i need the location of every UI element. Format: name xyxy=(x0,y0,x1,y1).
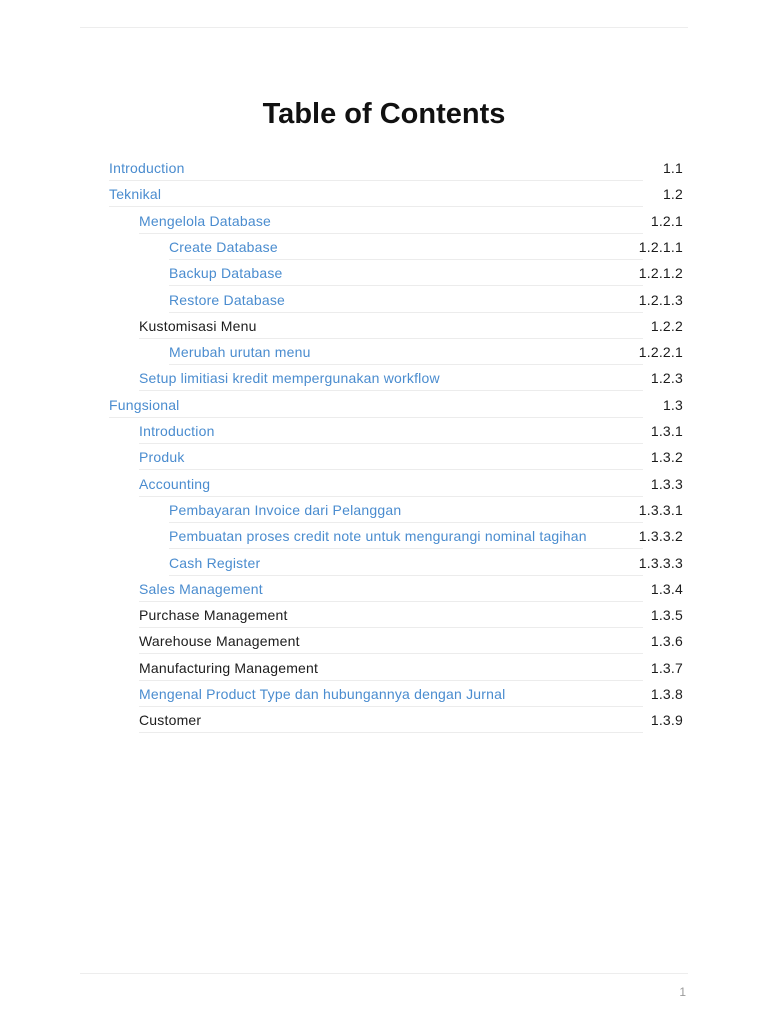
toc-entry[interactable] xyxy=(139,684,683,710)
toc-entry-title: Manufacturing Management xyxy=(139,659,319,676)
toc-entry-underline xyxy=(139,233,643,234)
toc-entry-underline xyxy=(139,706,643,707)
toc-entry[interactable] xyxy=(139,421,683,447)
toc-entry-title: Customer xyxy=(139,712,202,729)
toc-entry-number: 1.2.1.3 xyxy=(638,291,683,308)
toc-entry[interactable] xyxy=(169,237,683,263)
toc-entry-number: 1.2.1.2 xyxy=(638,265,683,282)
toc-entry-title[interactable]: Fungsional xyxy=(109,396,180,413)
toc-entry-underline xyxy=(139,732,643,733)
toc-entry-underline xyxy=(139,653,643,654)
toc-entry xyxy=(139,631,683,657)
toc-entry-title: Purchase Management xyxy=(139,607,288,624)
toc-entry[interactable] xyxy=(139,474,683,500)
toc-entry[interactable] xyxy=(169,342,683,368)
toc-entry-number: 1.3.9 xyxy=(650,712,683,729)
toc-entry xyxy=(139,658,683,684)
toc-entry-title[interactable]: Teknikal xyxy=(109,186,162,203)
toc-entry-number: 1.3.4 xyxy=(650,580,683,597)
toc-entry-number: 1.3.3.3 xyxy=(638,554,683,571)
toc-entry-number: 1.3.6 xyxy=(650,633,683,650)
toc-entry-underline xyxy=(169,259,643,260)
page-number: 1 xyxy=(679,985,686,999)
toc-entry-title: Warehouse Management xyxy=(139,633,300,650)
toc-entry-number: 1.3.2 xyxy=(650,449,683,466)
toc-entry-number: 1.2 xyxy=(662,186,683,203)
toc-entry-underline xyxy=(169,285,643,286)
toc-entry xyxy=(139,710,683,736)
footer-divider xyxy=(80,973,688,974)
toc-entry-number: 1.3.3.1 xyxy=(638,501,683,518)
toc-entry-number: 1.2.1.1 xyxy=(638,238,683,255)
toc-entry[interactable] xyxy=(139,447,683,473)
toc-entry-underline xyxy=(109,206,643,207)
header-divider xyxy=(80,27,688,28)
toc-entry-title[interactable]: Mengenal Product Type dan hubungannya dengan Jurnal xyxy=(139,686,506,702)
toc-entry-title[interactable]: Sales Management xyxy=(139,580,263,597)
toc-entry[interactable] xyxy=(109,184,683,210)
toc-entry-title: Kustomisasi Menu xyxy=(139,317,257,334)
toc-entry-underline xyxy=(109,180,643,181)
toc-entry-underline xyxy=(139,338,643,339)
toc-entry-underline xyxy=(139,496,643,497)
toc-entry-number: 1.2.2 xyxy=(650,317,683,334)
toc-entry[interactable] xyxy=(109,395,683,421)
toc-entry-title[interactable]: Create Database xyxy=(169,238,278,255)
toc-entry-number: 1.3.3 xyxy=(650,475,683,492)
toc-entry[interactable] xyxy=(139,579,683,605)
page-title: Table of Contents xyxy=(262,98,506,130)
toc-entry-underline xyxy=(109,417,643,418)
toc-entry xyxy=(139,316,683,342)
toc-entry-title[interactable]: Setup limitiasi kredit mempergunakan workflow xyxy=(139,370,440,387)
toc-entry[interactable] xyxy=(169,553,683,579)
toc-entry-title[interactable]: Introduction xyxy=(139,423,215,439)
toc-entry-title[interactable]: Cash Register xyxy=(169,554,261,571)
toc-entry-title[interactable]: Restore Database xyxy=(169,291,286,308)
toc-entry-title[interactable]: Mengelola Database xyxy=(139,212,272,229)
toc-entry-number: 1.3.7 xyxy=(650,659,683,676)
toc-entry-number: 1.2.3 xyxy=(650,370,683,387)
toc-entry-number: 1.3.1 xyxy=(650,423,683,439)
toc-entry-number: 1.3.5 xyxy=(650,607,683,624)
toc-entry-number: 1.3.8 xyxy=(650,686,683,702)
toc-entry[interactable] xyxy=(169,526,683,552)
toc-entry-title[interactable]: Pembayaran Invoice dari Pelanggan xyxy=(169,501,402,518)
toc-entry-underline xyxy=(169,548,643,549)
toc-entry-title[interactable]: Accounting xyxy=(139,475,211,492)
toc-entry-underline xyxy=(169,364,643,365)
toc-entry-title[interactable]: Backup Database xyxy=(169,265,283,282)
toc-entry-underline xyxy=(139,627,643,628)
toc-entry-title[interactable]: Pembuatan proses credit note untuk mengurangi nominal tagihan xyxy=(169,528,587,545)
toc-entry-underline xyxy=(139,469,643,470)
toc-entry-number: 1.3.3.2 xyxy=(638,528,683,545)
toc-entry[interactable] xyxy=(139,368,683,394)
toc-entry xyxy=(139,605,683,631)
toc-entry-underline xyxy=(139,390,643,391)
toc-entry-number: 1.2.1 xyxy=(650,212,683,229)
toc-entry-title[interactable]: Introduction xyxy=(109,160,185,176)
toc-entry-underline xyxy=(139,443,643,444)
toc-entry-number: 1.3 xyxy=(662,396,683,413)
toc-entry[interactable] xyxy=(169,500,683,526)
toc-entry-underline xyxy=(139,680,643,681)
toc-entry-number: 1.1 xyxy=(662,160,683,176)
toc-entry[interactable] xyxy=(109,158,683,184)
toc-entry-underline xyxy=(139,601,643,602)
toc-entry[interactable] xyxy=(169,290,683,316)
toc-entry-title[interactable]: Merubah urutan menu xyxy=(169,344,311,361)
toc-entry-title[interactable]: Produk xyxy=(139,449,185,466)
toc-entry-underline xyxy=(169,312,643,313)
toc-entry-number: 1.2.2.1 xyxy=(638,344,683,361)
toc-entry-underline xyxy=(169,575,643,576)
toc-entry-underline xyxy=(169,522,643,523)
toc-entry[interactable] xyxy=(169,263,683,289)
toc-entry[interactable] xyxy=(139,211,683,237)
